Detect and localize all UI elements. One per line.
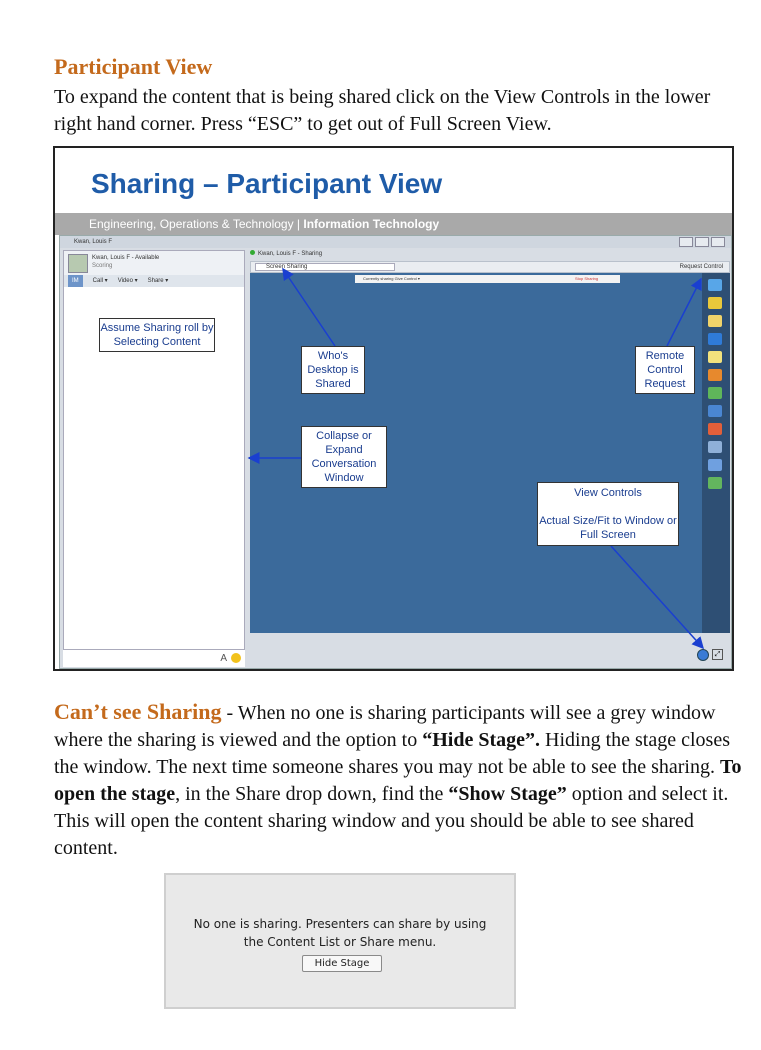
no-one-sharing-message	[166, 915, 514, 951]
currently-sharing-label: Currently sharing Give Control ▾	[363, 276, 420, 281]
view-controls-description: Actual Size/Fit to Window or Full Screen	[539, 515, 677, 541]
p2-bold-open-stage: To open the stage	[54, 756, 742, 805]
callout-arrows	[55, 148, 734, 671]
p2-text-4: option and select it. This will open the content sharing window and you should be able to see shared content.	[54, 783, 729, 859]
contact-status: Scoring	[92, 263, 113, 269]
p2-bold-show-stage: “Show Stage”	[448, 783, 567, 805]
callout-whos-desktop: Who's Desktop is Shared	[301, 346, 365, 394]
stop-sharing-button[interactable]: Stop Sharing	[575, 276, 599, 281]
callout-assume-sharing: Assume Sharing roll by Selecting Content	[99, 318, 215, 352]
participant-view-paragraph: To expand the content that is being shared click on the View Controls in the lower right hand corner. Press “ESC” to get out of Full Screen View.	[54, 86, 711, 135]
banner-department: Engineering, Operations & Technology |	[89, 217, 304, 231]
sharing-screenshot	[53, 146, 734, 671]
contact-name: Kwan, Louis F - Available	[92, 255, 160, 261]
banner-it: Information Technology	[303, 217, 440, 231]
no-one-sharing-panel	[164, 873, 516, 1009]
hide-stage-button[interactable]: Hide Stage	[302, 955, 382, 972]
callout-view-controls	[537, 482, 679, 546]
screenshot-title: Sharing – Participant View	[91, 168, 443, 199]
callout-remote-control: Remote Control Request	[635, 346, 695, 394]
p2-bold-hide-stage: “Hide Stage”.	[422, 729, 541, 751]
section-heading-cant-see-sharing: Can’t see Sharing	[54, 699, 222, 724]
call-button[interactable]: Call ▾	[92, 278, 108, 284]
video-button[interactable]: Video ▾	[117, 278, 138, 284]
share-button[interactable]: Share ▾	[147, 278, 169, 284]
fullscreen-icon[interactable]: ⤢	[712, 649, 723, 660]
p2-text-1: - When no one is sharing participants will see a grey window where the sharing is viewed and the option to	[54, 702, 716, 751]
window-title: Kwan, Louis F	[74, 239, 113, 245]
im-button[interactable]: IM	[68, 275, 83, 287]
callout-collapse-expand: Collapse or Expand Conversation Window	[301, 426, 387, 488]
font-icon[interactable]: A	[220, 653, 227, 664]
view-controls-label: View Controls	[574, 487, 642, 499]
no-sharing-line-1: No one is sharing. Presenters can share by using	[193, 917, 487, 931]
cant-see-sharing-paragraph	[54, 698, 744, 862]
section-heading-participant-view: Participant View	[54, 54, 213, 79]
request-control-button[interactable]: Request Control	[679, 264, 723, 270]
p2-text-3: , in the Share drop down, find the	[175, 783, 449, 805]
screen-sharing-dropdown[interactable]: Screen Sharing	[255, 263, 395, 271]
stage-head-text: Kwan, Louis F - Sharing	[258, 251, 323, 257]
p2-text-2: Hiding the stage closes the window. The next time someone shares you may not be able to see the sharing.	[54, 729, 730, 778]
no-sharing-line-2: the Content List or Share menu.	[243, 935, 437, 949]
